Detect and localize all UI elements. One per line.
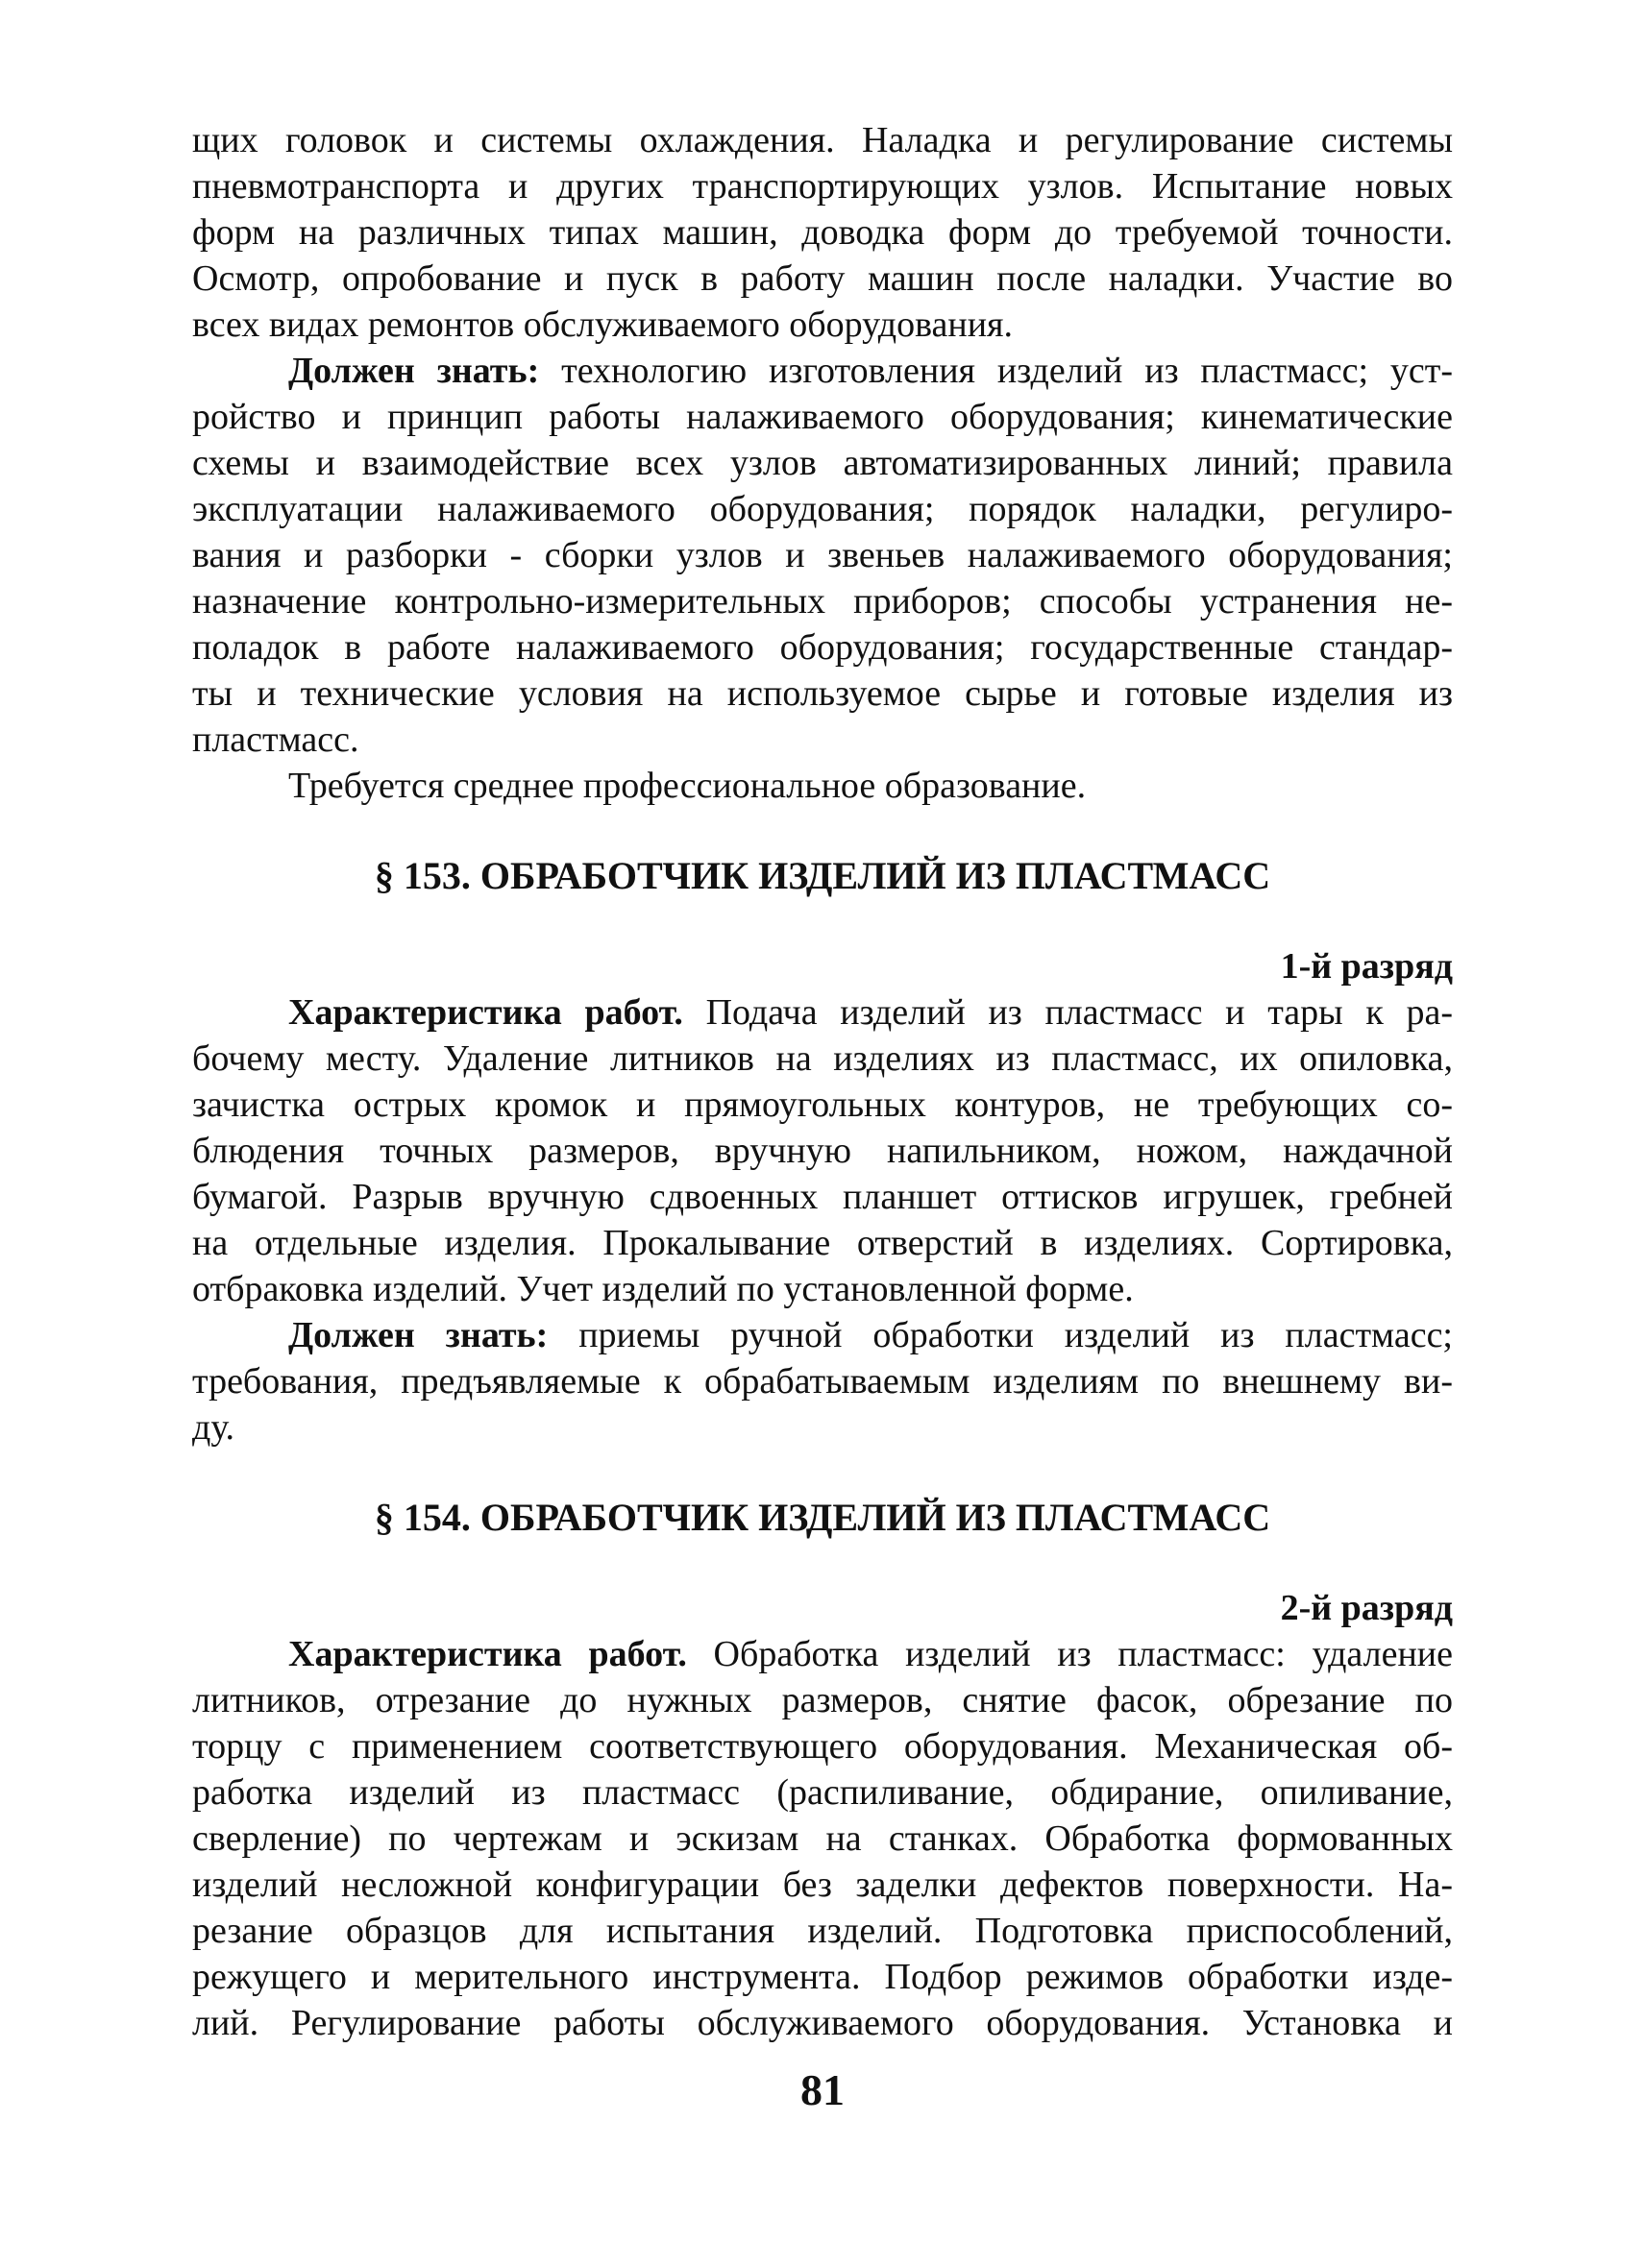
text-line <box>192 1631 1453 1677</box>
text-line: назначение контрольно-измерительных приборов; способы устранения не- <box>192 581 1453 622</box>
spacer <box>192 899 1453 943</box>
text-line: работка изделий из пластмасс (распиливание, обдирание, опиливание, <box>192 1772 1453 1813</box>
text-line: ты и технические условия на используемое сырье и готовые изделия из <box>192 673 1453 714</box>
text-line: Требуется среднее профессиональное образование. <box>288 766 1087 806</box>
text-line: бумагой. Разрыв вручную сдвоенных планшет оттисков игрушек, гребней <box>192 1177 1453 1217</box>
work-paragraph <box>192 1631 1453 2046</box>
spacer <box>192 1451 1453 1495</box>
text-line: бочему месту. Удаление литников на изделиях из пластмасс, их опиловка, <box>192 1038 1453 1079</box>
knowledge-label: Должен знать: <box>288 1315 549 1355</box>
spacer <box>192 809 1453 853</box>
text-line: эксплуатации налаживаемого оборудования; порядок наладки, регулиро- <box>192 489 1453 529</box>
page-body <box>192 117 1453 2046</box>
text-line <box>192 1312 1453 1358</box>
text-line: блюдения точных размеров, вручную напильником, ножом, наждачной <box>192 1131 1453 1171</box>
text-line: изделий несложной конфигурации без заделки дефектов поверхности. На- <box>192 1865 1453 1905</box>
text-line: Осмотр, опробование и пуск в работу машин после наладки. Участие во <box>192 258 1453 299</box>
text-line: вания и разборки - сборки узлов и звеньев налаживаемого оборудования; <box>192 535 1453 575</box>
text-line: пневмотранспорта и других транспортирующих узлов. Испытание новых <box>192 166 1453 207</box>
work-label: Характеристика работ. <box>288 992 683 1033</box>
education-paragraph <box>192 763 1453 809</box>
text-line <box>192 989 1453 1036</box>
knowledge-paragraph <box>192 1312 1453 1451</box>
section-heading-154: § 154. ОБРАБОТЧИК ИЗДЕЛИЙ ИЗ ПЛАСТМАСС <box>374 1496 1271 1539</box>
section-heading-153: § 153. ОБРАБОТЧИК ИЗДЕЛИЙ ИЗ ПЛАСТМАСС <box>374 854 1271 897</box>
knowledge-paragraph <box>192 348 1453 763</box>
work-paragraph <box>192 989 1453 1312</box>
text-line: отбраковка изделий. Учет изделий по установленной форме. <box>192 1269 1134 1309</box>
text-line: форм на различных типах машин, доводка форм до требуемой точности. <box>192 212 1453 253</box>
text-line: режущего и мерительного инструмента. Подбор режимов обработки изде- <box>192 1957 1453 1997</box>
text-run: Обработка изделий из пластмасс: удаление <box>686 1634 1454 1674</box>
page-number: 81 <box>800 2065 845 2114</box>
continuation-paragraph <box>192 117 1453 348</box>
rank-label: 2-й разряд <box>1280 1588 1453 1628</box>
rank-label: 1-й разряд <box>1280 946 1453 987</box>
text-run: Подача изделий из пластмасс и тары к ра- <box>682 992 1454 1033</box>
text-line: ройство и принцип работы налаживаемого оборудования; кинематические <box>192 397 1453 437</box>
text-line: зачистка острых кромок и прямоугольных контуров, не требующих со- <box>192 1085 1453 1125</box>
text-line: требования, предъявляемые к обрабатываемым изделиям по внешнему ви- <box>192 1361 1453 1402</box>
work-label: Характеристика работ. <box>288 1634 687 1674</box>
text-line: схемы и взаимодействие всех узлов автоматизированных линий; правила <box>192 443 1453 483</box>
text-line: поладок в работе налаживаемого оборудования; государственные стандар- <box>192 627 1453 668</box>
text-line <box>192 348 1453 394</box>
text-run: приемы ручной обработки изделий из пластмасс; <box>548 1315 1453 1355</box>
text-line: резание образцов для испытания изделий. Подготовка приспособлений, <box>192 1911 1453 1951</box>
text-line: сверление) по чертежам и эскизам на станках. Обработка формованных <box>192 1818 1453 1859</box>
text-line: торцу с применением соответствующего оборудования. Механическая об- <box>192 1726 1453 1767</box>
text-run: технологию изготовления изделий из пластмасс; уст- <box>539 351 1453 391</box>
text-line: всех видах ремонтов обслуживаемого оборудования. <box>192 305 1014 345</box>
text-line: щих головок и системы охлаждения. Наладка и регулирование системы <box>192 120 1453 160</box>
text-line: на отдельные изделия. Прокалывание отверстий в изделиях. Сортировка, <box>192 1223 1453 1263</box>
text-line: лий. Регулирование работы обслуживаемого оборудования. Установка и <box>192 2003 1453 2043</box>
spacer <box>192 1541 1453 1585</box>
text-line: пластмасс. <box>192 719 359 760</box>
text-line: ду. <box>192 1407 235 1448</box>
text-line: литников, отрезание до нужных размеров, снятие фасок, обрезание по <box>192 1680 1453 1720</box>
knowledge-label: Должен знать: <box>288 351 540 391</box>
